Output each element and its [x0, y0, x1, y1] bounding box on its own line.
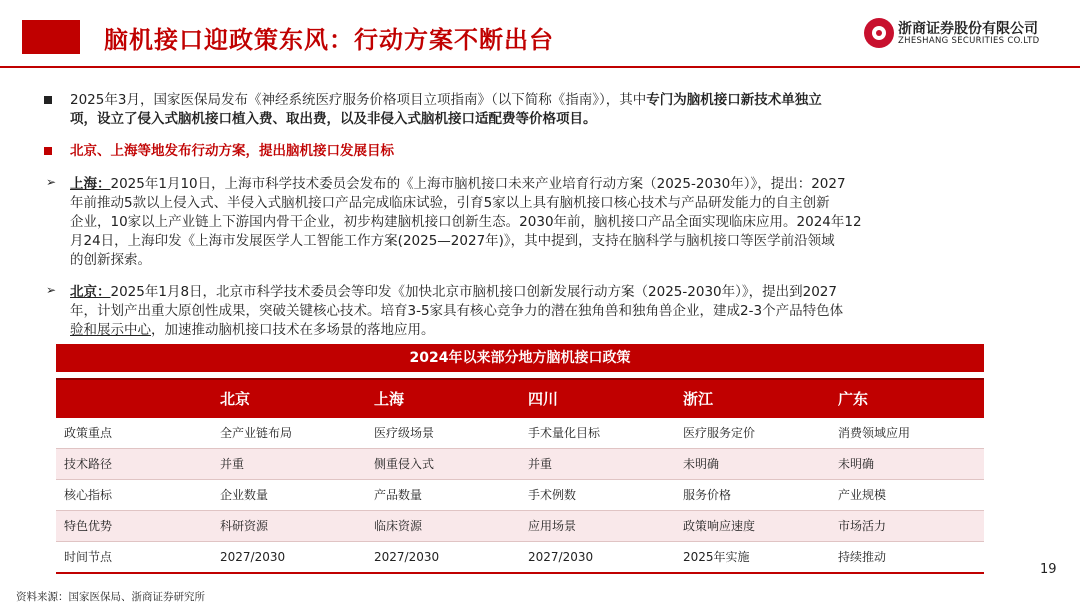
table-cell: 2027/2030: [220, 550, 286, 564]
logo-en-text: ZHESHANG SECURITIES CO.LTD: [898, 36, 1040, 46]
table-cell: 产业规模: [838, 488, 887, 502]
header-sichuan: 四川: [528, 390, 559, 408]
bullet1-text-a: 2025年3月，国家医保局发布《神经系统医疗服务价格项目立项指南》（以下简称《指南》），其中: [70, 92, 647, 108]
bullet1-text-b: 专门为脑机接口新技术单独立: [646, 92, 822, 108]
beijing-line2: 年，计划产出重大原创性成果，突破关键核心技术。培育3-5家具有核心竞争力的潜在独角兽和独角兽企业，建成2-3个产品特色体: [70, 303, 844, 319]
table-cell: 2025年实施: [683, 550, 750, 564]
table-cell: 手术量化目标: [528, 426, 601, 440]
header-divider: [0, 66, 1080, 68]
header-zhejiang: 浙江: [683, 390, 714, 408]
square-bullet-icon: [44, 96, 52, 104]
header-guangdong: 广东: [838, 390, 869, 408]
shanghai-line3: 企业，10家以上产业链上下游国内骨干企业，初步构建脑机接口创新生态。2030年前，脑机接口产品全面实现临床应用。2024年12: [70, 214, 862, 230]
table-row: [56, 542, 984, 574]
square-bullet-red-icon: [44, 147, 52, 155]
table-cell: 科研资源: [220, 519, 269, 533]
shanghai-text1: 2025年1月10日，上海市科学技术委员会发布的《上海市脑机接口未来产业培育行动方案（2025-2030年）》，提出：2027: [110, 176, 846, 192]
table-cell: 全产业链布局: [220, 426, 293, 440]
source-note: 资料来源：国家医保局、浙商证券研究所: [16, 591, 205, 603]
company-logo: [864, 16, 1064, 52]
table-cell: 医疗服务定价: [683, 426, 756, 440]
table-title: 2024年以来部分地方脑机接口政策: [56, 344, 984, 372]
table-cell: 服务价格: [683, 488, 732, 502]
table-row: [56, 418, 984, 449]
beijing-line1: [70, 283, 837, 301]
shanghai-line5: 的创新探索。: [70, 252, 151, 268]
shanghai-line1: [70, 175, 846, 193]
row-label: 核心指标: [64, 488, 113, 502]
table-header-row: [56, 378, 984, 418]
table-cell: 并重: [220, 457, 245, 471]
table-cell: 应用场景: [528, 519, 577, 533]
arrow-bullet-icon: ➢: [46, 283, 57, 297]
table-row: [56, 449, 984, 480]
table-cell: 产品数量: [374, 488, 423, 502]
logo-cn-text: 浙商证券股份有限公司: [898, 21, 1038, 37]
row-label: 特色优势: [64, 519, 113, 533]
table-cell: 2027/2030: [374, 550, 440, 564]
header-shanghai: 上海: [374, 390, 405, 408]
beijing-text3-underlined: 验和展示中心: [70, 322, 151, 338]
table-row: [56, 480, 984, 511]
logo-icon: [864, 18, 894, 48]
table-cell: 未明确: [683, 457, 720, 471]
beijing-text3: ，加速推动脑机接口技术在多场景的落地应用。: [151, 322, 435, 338]
shanghai-line4: 月24日，上海印发《上海市发展医学人工智能工作方案(2025—2027年)》，其中提到，支持在脑科学与脑机接口等医学前沿领域: [70, 233, 835, 249]
table-cell: 2027/2030: [528, 550, 594, 564]
row-label: 时间节点: [64, 550, 113, 564]
table-row: [56, 511, 984, 542]
page-title: 脑机接口迎政策东风：行动方案不断出台: [104, 26, 554, 54]
bullet2-heading: 北京、上海等地发布行动方案，提出脑机接口发展目标: [70, 143, 394, 159]
table-cell: 市场活力: [838, 519, 887, 533]
corner-block: [22, 20, 80, 54]
table-cell: 持续推动: [838, 550, 887, 564]
bullet1-line2: 项，设立了侵入式脑机接口植入费、取出费，以及非侵入式脑机接口适配费等价格项目。: [70, 111, 597, 127]
page-number: 19: [1040, 562, 1057, 577]
row-label: 技术路径: [64, 457, 113, 471]
table-cell: 消费领域应用: [838, 426, 911, 440]
shanghai-label: 上海：: [70, 176, 111, 192]
header-beijing: 北京: [220, 390, 251, 408]
table-cell: 医疗级场景: [374, 426, 435, 440]
arrow-bullet-icon: ➢: [46, 175, 57, 189]
shanghai-line2: 年前推动5款以上侵入式、半侵入式脑机接口产品完成临床试验，引育5家以上具有脑机接口核心技术与产品研发能力的自主创新: [70, 195, 830, 211]
table-cell: 未明确: [838, 457, 875, 471]
table-cell: 侧重侵入式: [374, 457, 435, 471]
policy-table: [56, 344, 984, 574]
table-cell: 并重: [528, 457, 553, 471]
table-cell: 企业数量: [220, 488, 269, 502]
beijing-line3: [70, 321, 435, 339]
table-cell: 临床资源: [374, 519, 423, 533]
beijing-label: 北京：: [70, 284, 111, 300]
row-label: 政策重点: [64, 426, 113, 440]
table-cell: 手术例数: [528, 488, 577, 502]
bullet1-line1: [70, 91, 822, 109]
table-cell: 政策响应速度: [683, 519, 756, 533]
beijing-text1: 2025年1月8日，北京市科学技术委员会等印发《加快北京市脑机接口创新发展行动方案（2025-2030年）》，提出到2027: [110, 284, 837, 300]
